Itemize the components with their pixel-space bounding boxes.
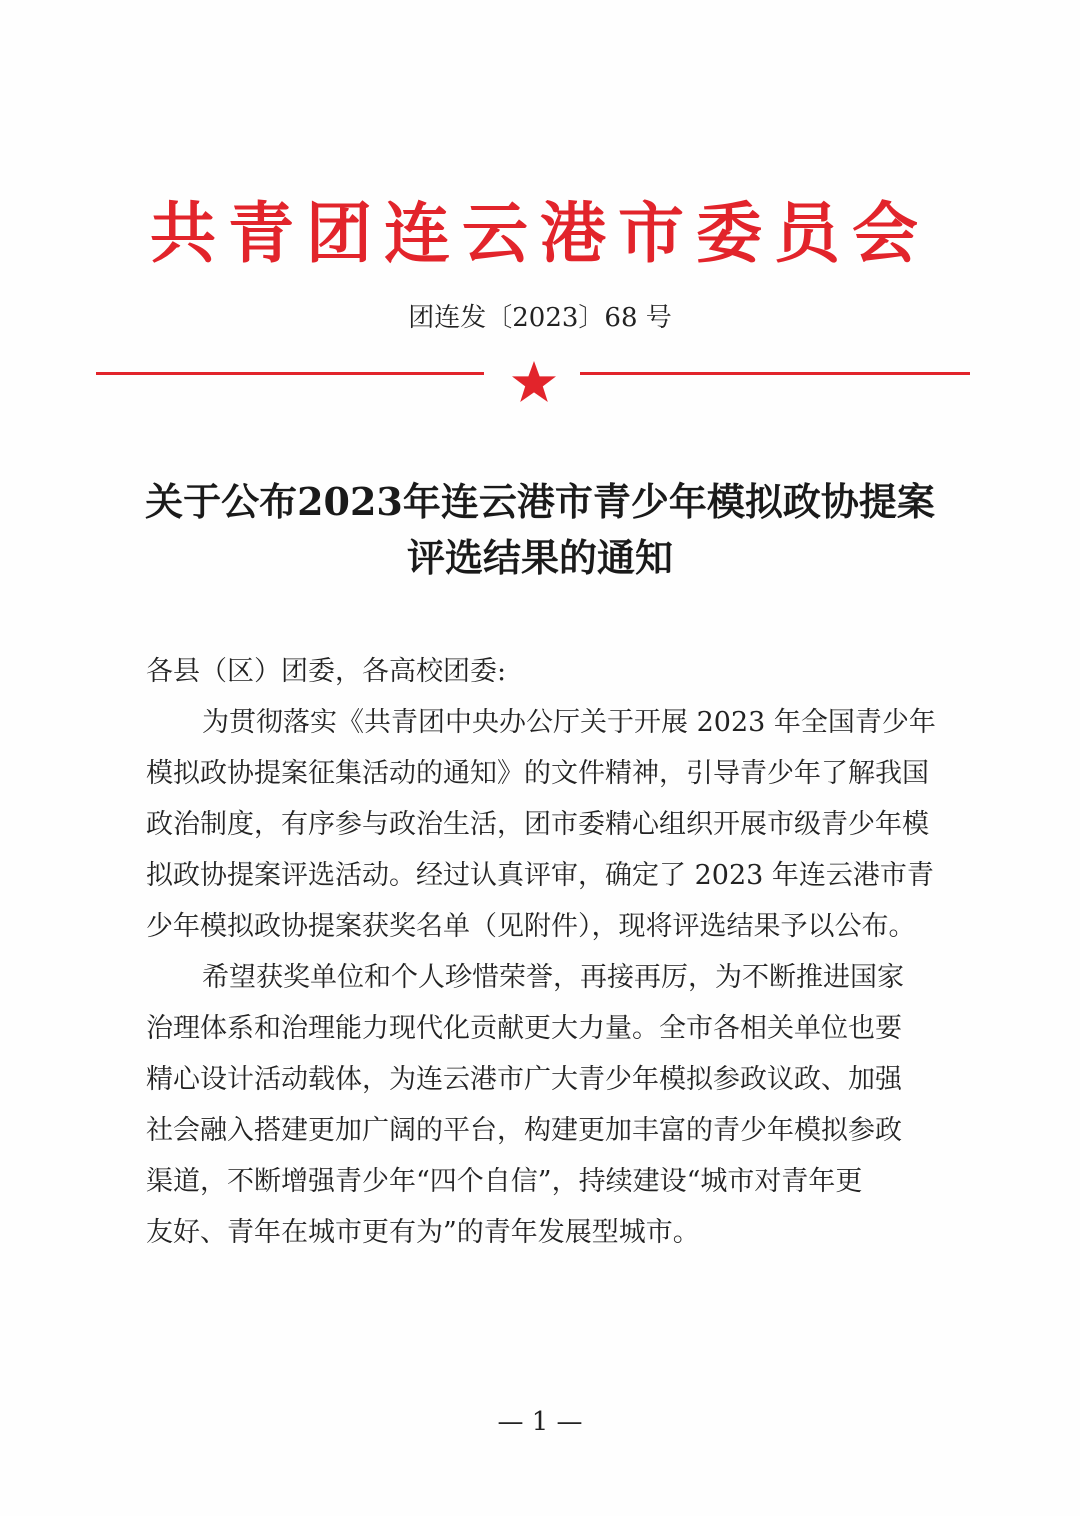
paragraph-2-line: 渠道，不断增强青少年“四个自信”，持续建设“城市对青年更: [146, 1166, 863, 1197]
paragraph-1-line: 模拟政协提案征集活动的通知》的文件精神，引导青少年了解我国: [146, 758, 929, 789]
paragraph-2-line: 社会融入搭建更加广阔的平台，构建更加丰富的青少年模拟参政: [146, 1115, 902, 1146]
paragraph-1-line: 为贯彻落实《共青团中央办公厅关于开展 2023 年全国青少年: [202, 707, 936, 738]
red-separator-right: [580, 372, 970, 375]
salutation: 各县（区）团委，各高校团委:: [146, 656, 507, 687]
paragraph-1-line: 拟政协提案评选活动。经过认真评审，确定了 2023 年连云港市青: [146, 860, 934, 891]
red-separator-left: [96, 372, 484, 375]
paragraph-2-line: 治理体系和治理能力现代化贡献更大力量。全市各相关单位也要: [146, 1013, 902, 1044]
notice-title-line-2: 评选结果的通知: [406, 535, 673, 580]
document-number: 团连发〔2023〕68 号: [408, 303, 672, 333]
paragraph-2-line: 希望获奖单位和个人珍惜荣誉，再接再厉，为不断推进国家: [202, 962, 904, 993]
paragraph-2-line: 精心设计活动载体，为连云港市广大青少年模拟参政议政、加强: [146, 1064, 902, 1095]
notice-title-line-1: 关于公布2023年连云港市青少年模拟政协提案: [145, 479, 935, 524]
paragraph-1-line: 政治制度，有序参与政治生活，团市委精心组织开展市级青少年模: [146, 809, 929, 840]
notice-body: [146, 646, 946, 1258]
page-number: — 1 —: [497, 1407, 583, 1437]
notice-title: [100, 474, 980, 586]
issuing-organization-header: 共青团连云港市委员会: [150, 194, 930, 272]
red-star-icon: [510, 359, 558, 405]
paragraph-2-line: 友好、青年在城市更有为”的青年发展型城市。: [146, 1217, 700, 1248]
paragraph-1-line: 少年模拟政协提案获奖名单（见附件），现将评选结果予以公布。: [146, 911, 916, 942]
